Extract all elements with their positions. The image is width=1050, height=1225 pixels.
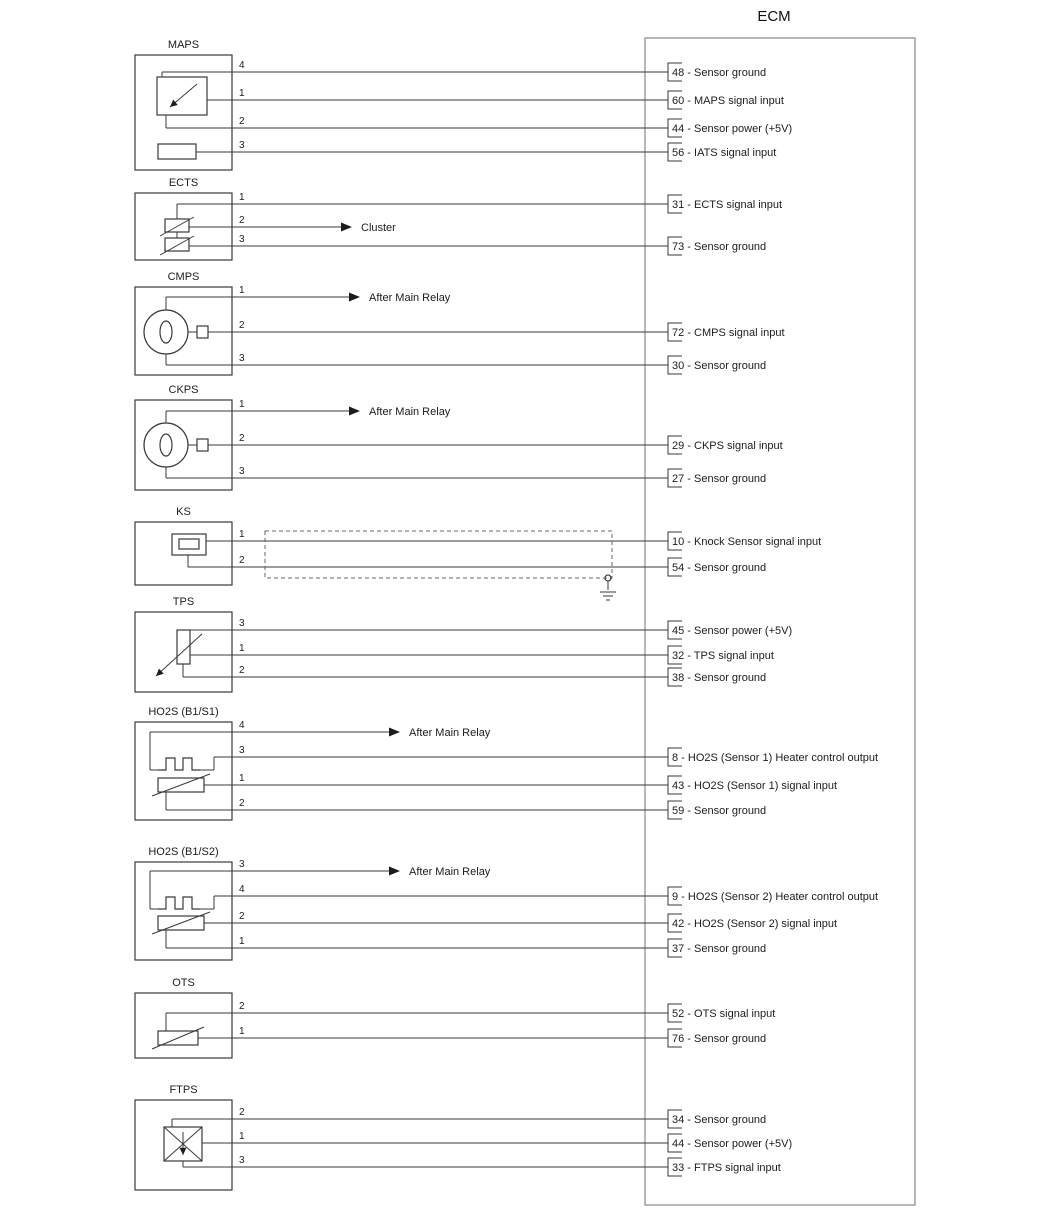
pin-number: 3 bbox=[239, 859, 245, 870]
pressure-sensor-symbol bbox=[157, 77, 207, 115]
pin-number: 3 bbox=[239, 745, 245, 756]
arrowhead-icon bbox=[389, 728, 400, 737]
arrow-target-label: After Main Relay bbox=[409, 866, 491, 878]
ecm-pin-label: 76 - Sensor ground bbox=[672, 1033, 767, 1045]
ecm-pin-label: 30 - Sensor ground bbox=[672, 360, 767, 372]
ecm-pin-label: 45 - Sensor power (+5V) bbox=[672, 625, 793, 637]
ecm-pin-label: 29 - CKPS signal input bbox=[672, 440, 783, 452]
connector-tps bbox=[135, 596, 792, 692]
arrow-target-label: Cluster bbox=[361, 222, 396, 234]
connectors-layer bbox=[135, 39, 878, 1190]
heater-element-symbol bbox=[158, 758, 200, 770]
connector-ots bbox=[135, 977, 775, 1058]
ecm-pin-label: 33 - FTPS signal input bbox=[672, 1162, 781, 1174]
sensor-terminal-symbol bbox=[197, 439, 208, 451]
pin-number: 2 bbox=[239, 1107, 245, 1118]
ecm-pin-label: 73 - Sensor ground bbox=[672, 241, 767, 253]
ecm-pin-label: 43 - HO2S (Sensor 1) signal input bbox=[672, 780, 838, 792]
knock-element-symbol bbox=[172, 534, 206, 555]
ecm-pin-label: 34 - Sensor ground bbox=[672, 1114, 767, 1126]
resistor-symbol bbox=[158, 144, 196, 159]
sensor-coil-symbol bbox=[144, 310, 188, 354]
sensor-core-symbol bbox=[160, 321, 172, 343]
pin-number: 1 bbox=[239, 88, 245, 99]
pin-number: 1 bbox=[239, 643, 245, 654]
pin-number: 4 bbox=[239, 884, 245, 895]
connector-label: KS bbox=[176, 506, 191, 518]
pin-number: 1 bbox=[239, 1026, 245, 1037]
ecm-box bbox=[645, 38, 915, 1205]
ecm-pin-label: 56 - IATS signal input bbox=[672, 147, 777, 159]
pin-number: 1 bbox=[239, 399, 245, 410]
pin-number: 2 bbox=[239, 555, 245, 566]
pin-number: 4 bbox=[239, 720, 245, 731]
thermistor-symbol bbox=[165, 238, 189, 251]
connector-label: OTS bbox=[172, 977, 195, 989]
pin-number: 3 bbox=[239, 140, 245, 151]
pin-number: 2 bbox=[239, 798, 245, 809]
pin-number: 1 bbox=[239, 1131, 245, 1142]
ecm-pin-label: 37 - Sensor ground bbox=[672, 943, 767, 955]
symbol-line bbox=[152, 774, 210, 796]
knock-element-inner-symbol bbox=[179, 539, 199, 549]
ecm-pin-label: 52 - OTS signal input bbox=[672, 1008, 776, 1020]
arrowhead-icon bbox=[389, 867, 400, 876]
pin-number: 3 bbox=[239, 234, 245, 245]
thermistor-symbol bbox=[165, 219, 189, 232]
connector-box bbox=[135, 612, 232, 692]
pin-number: 2 bbox=[239, 116, 245, 127]
pin-number: 3 bbox=[239, 1155, 245, 1166]
connector-label: MAPS bbox=[167, 39, 200, 51]
symbol-arrowhead-icon bbox=[180, 1148, 187, 1155]
pin-number: 2 bbox=[239, 665, 245, 676]
sensor-core-symbol bbox=[160, 434, 172, 456]
ecm-pin-label: 42 - HO2S (Sensor 2) signal input bbox=[672, 918, 838, 930]
shield-box bbox=[265, 531, 612, 578]
pin-number: 4 bbox=[239, 60, 245, 71]
ecm-module bbox=[645, 38, 915, 1205]
connector-box bbox=[135, 993, 232, 1058]
connector-ks bbox=[135, 506, 821, 600]
ecm-pin-label: 44 - Sensor power (+5V) bbox=[672, 1138, 793, 1150]
ecm-pin-label: 48 - Sensor ground bbox=[672, 67, 767, 79]
ecm-pin-label: 60 - MAPS signal input bbox=[672, 95, 784, 107]
connector-label: HO2S (B1/S1) bbox=[148, 706, 219, 718]
pin-number: 3 bbox=[239, 466, 245, 477]
sensor-coil-symbol bbox=[144, 423, 188, 467]
connector-cmps bbox=[135, 271, 785, 375]
ecm-pin-label: 38 - Sensor ground bbox=[672, 672, 767, 684]
connector-label: TPS bbox=[172, 596, 195, 608]
pin-number: 2 bbox=[239, 911, 245, 922]
pin-number: 1 bbox=[239, 936, 245, 947]
pin-number: 2 bbox=[239, 1001, 245, 1012]
arrowhead-icon bbox=[349, 407, 360, 416]
symbol-line bbox=[152, 912, 210, 934]
ecm-pin-label: 72 - CMPS signal input bbox=[672, 327, 785, 339]
pin-number: 2 bbox=[239, 433, 245, 444]
connector-box bbox=[135, 287, 232, 375]
pin-number: 1 bbox=[239, 285, 245, 296]
connector-maps bbox=[135, 39, 792, 170]
pin-number: 3 bbox=[239, 353, 245, 364]
ecm-title: ECM bbox=[757, 8, 791, 25]
arrowhead-icon bbox=[349, 293, 360, 302]
symbol-line bbox=[152, 1027, 204, 1049]
connector-ftps bbox=[135, 1084, 792, 1190]
ecm-pin-label: 54 - Sensor ground bbox=[672, 562, 767, 574]
ecm-pin-label: 27 - Sensor ground bbox=[672, 473, 767, 485]
connector-label: CKPS bbox=[168, 384, 199, 396]
connector-label: HO2S (B1/S2) bbox=[148, 846, 219, 858]
pin-number: 1 bbox=[239, 192, 245, 203]
connector-ects bbox=[135, 177, 782, 260]
connector-label: CMPS bbox=[167, 271, 200, 283]
ecm-pin-label: 44 - Sensor power (+5V) bbox=[672, 123, 793, 135]
arrow-target-label: After Main Relay bbox=[369, 406, 451, 418]
pin-number: 1 bbox=[239, 529, 245, 540]
connector-box bbox=[135, 522, 232, 585]
pin-number: 1 bbox=[239, 773, 245, 784]
arrowhead-icon bbox=[341, 223, 352, 232]
pin-number: 2 bbox=[239, 320, 245, 331]
ecm-pin-label: 32 - TPS signal input bbox=[672, 650, 774, 662]
ecm-pin-label: 8 - HO2S (Sensor 1) Heater control output bbox=[672, 752, 879, 764]
heater-element-symbol bbox=[158, 897, 200, 909]
connector-ckps bbox=[135, 384, 783, 490]
connector-label: FTPS bbox=[169, 1084, 198, 1096]
arrow-target-label: After Main Relay bbox=[409, 727, 491, 739]
connector-label: ECTS bbox=[168, 177, 199, 189]
connector-ho2s-b1-s1 bbox=[135, 706, 878, 820]
ecm-pin-label: 59 - Sensor ground bbox=[672, 805, 767, 817]
arrow-target-label: After Main Relay bbox=[369, 292, 451, 304]
ecm-pin-label: 31 - ECTS signal input bbox=[672, 199, 783, 211]
connector-ho2s-b1-s2 bbox=[135, 846, 878, 960]
pin-number: 2 bbox=[239, 215, 245, 226]
ecm-pin-label: 9 - HO2S (Sensor 2) Heater control output bbox=[672, 891, 879, 903]
pin-number: 3 bbox=[239, 618, 245, 629]
sensor-terminal-symbol bbox=[197, 326, 208, 338]
ecm-pin-label: 10 - Knock Sensor signal input bbox=[672, 536, 822, 548]
